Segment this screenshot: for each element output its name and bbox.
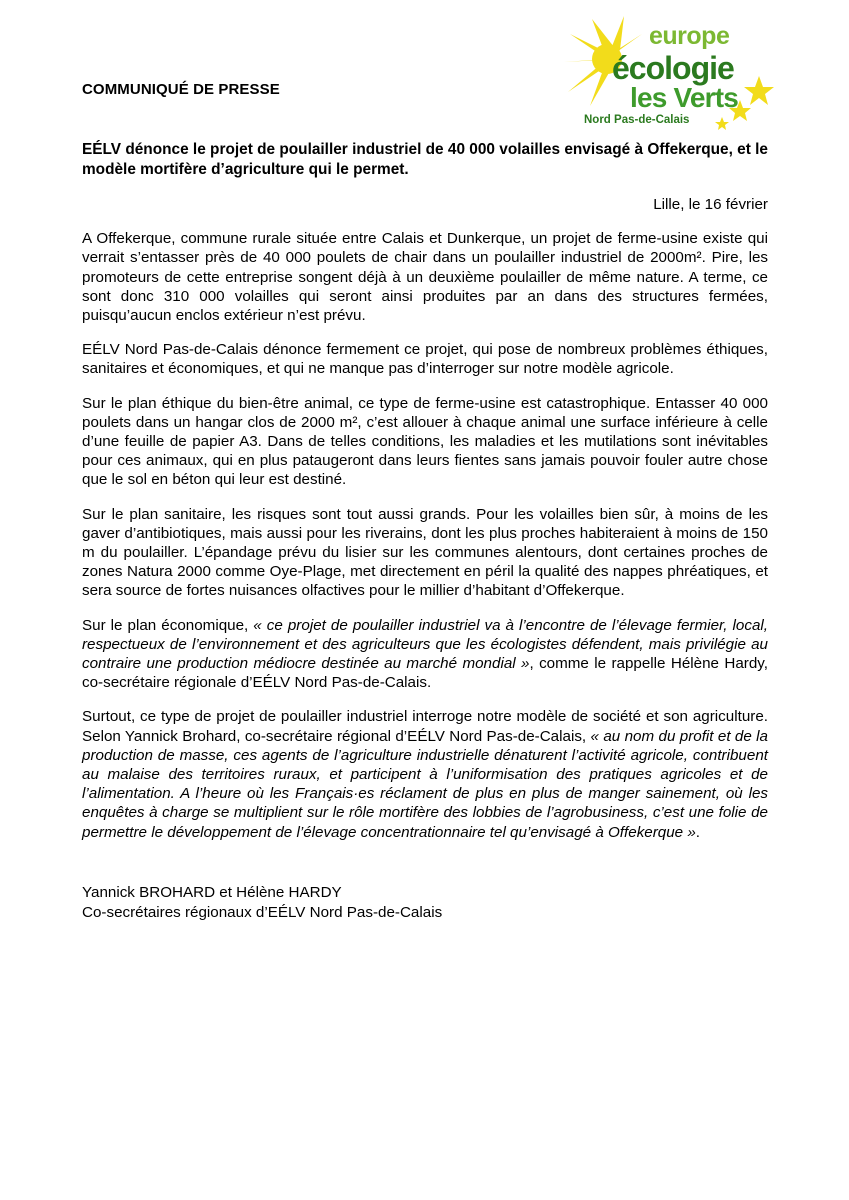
- quote-helene-hardy: « ce projet de poulailler industriel va à l’encontre de l’élevage fermier, local, respectueux de l’environnement et des agriculteurs que les écologistes défendent, mais privilégie au contraire une production médiocre destinée au marché mondial »: [82, 616, 768, 673]
- logo-word-ecologie: écologie: [612, 50, 734, 86]
- paragraph-society-outro: .: [695, 823, 701, 841]
- quote-yannick-brohard: « au nom du profit et de la production de masse, ces agents de l’agriculture industrielle dénaturent l’activité agricole, contribuent au malaise des territoires ruraux, et participent à l’uniformisation des pratiques agricoles et de l’alimentation. A l’heure où les Français·es réclament de plus en plus de manger sainement, où les enquêtes à charge se multiplient sur le rôle mortifère des lobbies de l’agrobusiness, c’est une folie de permettre le développement de l’élevage concentrationnaire tel qu’envisagé à Offekerque »: [82, 727, 768, 841]
- paragraph-denunciation: EÉLV Nord Pas-de-Calais dénonce fermement ce projet, qui pose de nombreux problèmes éthiques, sanitaires et économiques, et qui ne manque pas d’interroger sur notre modèle agricole.: [82, 341, 768, 378]
- document-type-title: COMMUNIQUÉ DE PRESSE: [82, 81, 280, 98]
- paragraph-society: [82, 707, 768, 841]
- logo-word-europe: europe: [649, 22, 730, 50]
- headline: EÉLV dénonce le projet de poulailler industriel de 40 000 volailles envisagé à Offekerque, et le modèle mortifère d’agriculture qui le permet.: [82, 141, 768, 178]
- paragraph-economic: [82, 616, 768, 693]
- paragraph-economic-outro: , comme le rappelle Hélène Hardy, co-secrétaire régionale d’EÉLV Nord Pas-de-Calais.: [82, 655, 768, 692]
- paragraph-ethics: Sur le plan éthique du bien-être animal, ce type de ferme-usine est catastrophique. Entasser 40 000 poulets dans un hangar clos de 2000 m², c’est allouer à chaque animal une surface inférieure à celle d’une feuille de papier A3. Dans de telles conditions, les maladies et les mutilations sont inévitables pour ces animaux, qui en plus pataugeront dans leurs fientes sans jamais pouvoir fouler autre chose que le sol en béton qui leur est destiné.: [82, 394, 768, 489]
- eelv-logo: [562, 14, 782, 132]
- paragraph-intro: A Offekerque, commune rurale située entre Calais et Dunkerque, un projet de ferme-usine existe qui verrait s’entasser près de 40 000 poulets de chair dans un poulailler industriel de 2000m². Pire, les promoteurs de cette entreprise songent déjà à un deuxième poulailler de même nature. A terme, ce sont donc 310 000 volailles qui seront ainsi produites par an dans des structures fermées, puisqu’aucun enclos extérieur n’est prévu.: [82, 230, 768, 325]
- place-date: Lille, le 16 février: [653, 196, 768, 213]
- signature-block: [82, 883, 768, 923]
- signature-role: Co-secrétaires régionaux d’EÉLV Nord Pas-de-Calais: [82, 903, 443, 921]
- paragraph-sanitary: Sur le plan sanitaire, les risques sont tout aussi grands. Pour les volailles bien sûr, à moins de les gaver d’antibiotiques, mais aussi pour les riverains, dont les plus proches habiteraient à moins de 150 m du poulailler. L’épandage prévu du lisier sur les communes alentours, dont certaines proches de zones Natura 2000 comme Oye-Plage, met directement en péril la qualité des nappes phréatiques, et sera source de fortes nuisances olfactives pour le millier d’habitant d’Offekerque.: [82, 505, 768, 600]
- signature-names: Yannick BROHARD et Hélène HARDY: [82, 883, 342, 901]
- logo-word-les-verts: les Verts: [630, 82, 738, 113]
- paragraph-society-intro: Surtout, ce type de projet de poulailler industriel interroge notre modèle de société et son agriculture. Selon Yannick Brohard, co-secrétaire régional d’EÉLV Nord Pas-de-Calais,: [82, 708, 768, 745]
- logo-region: Nord Pas-de-Calais: [584, 114, 690, 126]
- paragraph-economic-intro: Sur le plan économique,: [82, 616, 254, 634]
- document-body: [82, 140, 768, 923]
